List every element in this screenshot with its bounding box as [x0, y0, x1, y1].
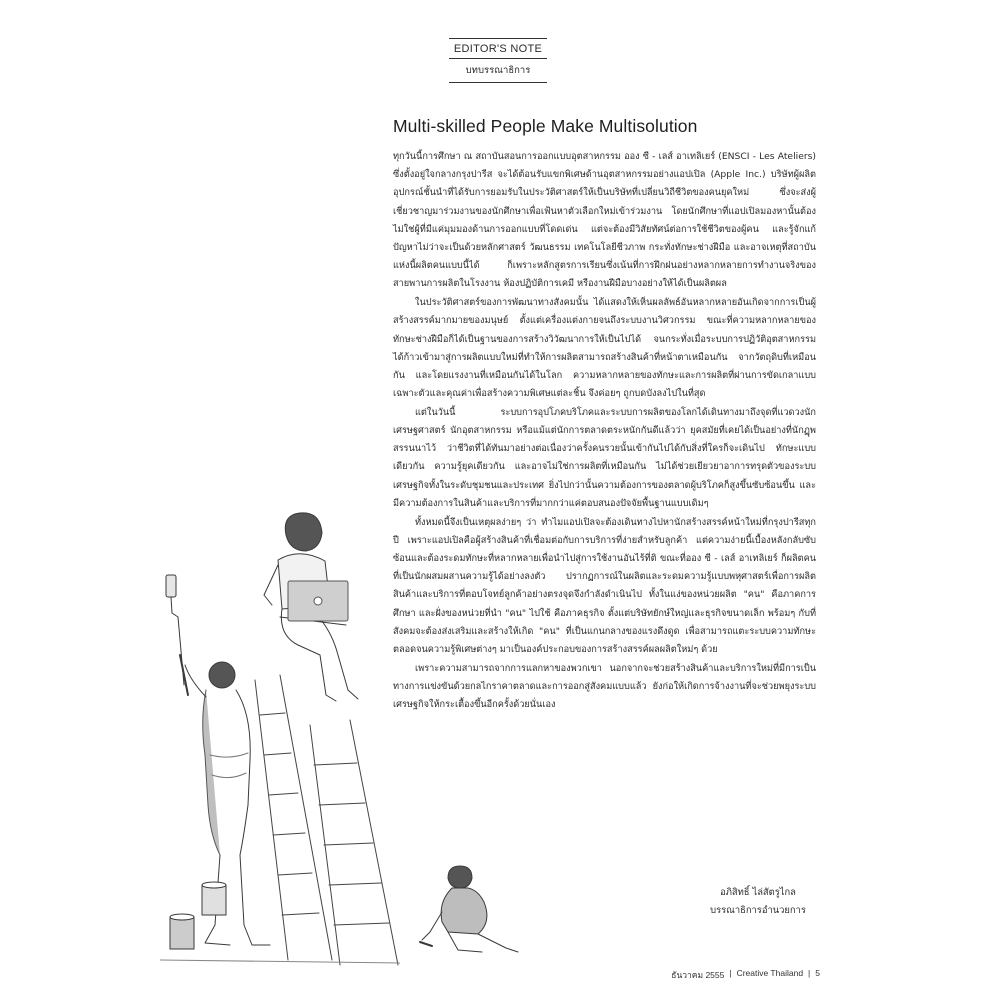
signature-block: [700, 884, 816, 920]
ladder-right: [310, 720, 398, 965]
ladder-left: [255, 675, 332, 960]
paint-roller: [166, 575, 188, 695]
page-number: 5: [815, 968, 820, 978]
section-label-th: บทบรรณาธิการ: [465, 65, 531, 76]
paragraph-3: แต่ในวันนี้ ระบบการอุปโภคบริโภคและระบบการผลิตของโลกได้เดินทางมาถึงจุดที่แวดวงนักเศรษฐศาสตร์ นักอุตสาหกรรม หรือแม้แต่นักการตลาดตระหนักกันดีแล้วว่า ยุคสมัยที่เคยได้เป็นอย่างที่นักฏุพสรรนนาไว้ ว่าชีวิตที่ได้ทันมาอย่างต่อเนื่องว่าครั้งคนรวยนั้นเข้ากันไปได้กับสิ่งที่ใครก็จะเดินไป ทักษะแบบเดียวกัน ความรู้ยุคเดียวกัน และอาจไม่ใช่การผลิตที่เหมือนกัน ไม่ได้ช่วยเยียวยาอาการทรุดตัวของระบบเศรษฐกิจทั้งในระดับชุมชนและประเทศ ยิ่งไปกว่านั้นความต้องการของตลาดผู้บริโภคก็สูงขึ้นซับซ้อนขึ้น และมีความต้องการในสินค้าและบริการที่มากกว่าแค่ตอบสนองปัจจัยพื้นฐานแบบเดิมๆ: [393, 406, 816, 509]
painter-figure: [185, 662, 270, 945]
footer-separator-2: |: [808, 968, 811, 978]
article-body: [393, 148, 816, 715]
paint-cans: [170, 882, 226, 949]
signature-role: บรรณาธิการอำนวยการ: [710, 905, 806, 916]
section-masthead: [449, 38, 547, 83]
paragraph-2: ในประวัติศาสตร์ของการพัฒนาทางสังคมนั้น ได้แสดงให้เห็นผลลัพธ์อันหลากหลายอันเกิดจากการเป็นผู้สร้างสรรค์มากมายของมนุษย์ ตั้งแต่เครื่องแต่งกายจนถึงระบบงานวิศวกรรม ขณะที่ความหลากหลายของทักษะช่างฝีมือก็ได้เป็นฐานของการสร้างวิวัฒนาการให้เป็นไปได้ จนกระทั่งเมื่อระบบการปฏิวัติอุตสาหกรรมได้ก้าวเข้ามาสู่การผลิตแบบใหม่ที่ทำให้การผลิตสามารถสร้างสินค้าที่หน้าตาเหมือนกัน จากวัตถุดิบที่เหมือนกัน และโดยแรงงานที่เหมือนกันได้ในโลก ความหลากหลายของทักษะและการผลิตที่ผ่านการขัดเกลาแบบเฉพาะตัวและคุณค่าเพื่อสร้างความพิเศษแต่ละชิ้น จึงค่อยๆ ถูกบดบังลงไปในที่สุด: [393, 297, 816, 400]
paragraph-4: ทั้งหมดนี้จึงเป็นเหตุผลง่ายๆ ว่า ทำไมแอปเปิลจะต้องเดินทางไปหานักสร้างสรรค์หน้าใหม่ที่กรุงปารีสทุกปี เพราะแอปเปิลคือผู้สร้างสินค้าที่เชื่อมต่อกับการบริการที่ง่ายสำหรับลูกค้า แต่ความง่ายนี้เบื้องหลังกลับซับซ้อนและต้องระดมทักษะที่หลากหลายเพื่อนำไปสู่การใช้งานอันไร้ที่ติ ขณะที่ออง ซี - เลส์ อาเทลิเยร์ ก็ผลิตคนที่เป็นนักผสมผสานความรู้ได้อย่างลงตัว ปรากฏการณ์ในผลิตและระดมความรู้แบบพหุศาสตร์เพื่อการผลิตสินค้าและบริการที่ตอบโจทย์ลูกค้าอย่างตรงจุดจึงกำลังดำเนินไป ทั้งในแง่ของหน่วยผลิต "คน" คือภาคการศึกษา และฝั่งของหน่วยที่นำ "คน" ไปใช้ คือภาคธุรกิจ ตั้งแต่บริษัทยักษ์ใหญ่และธุรกิจขนาดเล็ก พร้อมๆ กับที่สังคมจะต้องส่งเสริมและสร้างให้เกิด "คน" ที่เป็นแกนกลางของแรงดึงดูด เพื่อสามารถแตะระบบความทักษะตลอดจนความรู้พิเศษต่างๆ มาเป็นองค์ประกอบของการสร้างสรรค์ผลผลิตใหม่ๆ ด้วย: [393, 516, 816, 655]
footer-date: ธันวาคม 2555: [671, 970, 725, 980]
paragraph-5: เพราะความสามารถจากการแลกหาของพวกเขา นอกจากจะช่วยสร้างสินค้าและบริการใหม่ที่มีการเป็นทางการแข่งขันด้วยกลไกราคาตลาดและการออกสู่สังคมแบบแล้ว ยังก่อให้เกิดการจ้างงานที่จะช่วยพยุงระบบเศรษฐกิจให้กระเตื้องขึ้นอีกครั้งด้วยนั่นเอง: [393, 662, 816, 711]
crouching-worker-illustration: [418, 862, 548, 960]
footer-magazine: Creative Thailand: [736, 968, 804, 978]
page-footer: [671, 968, 820, 982]
section-label-en: EDITOR'S NOTE: [449, 39, 547, 59]
article-title: Multi-skilled People Make Multisolution: [393, 116, 698, 136]
signature-name: อภิสิทธิ์ ไล่สัตรูไกล: [720, 887, 796, 898]
footer-separator: |: [729, 968, 732, 978]
paragraph-1: ทุกวันนี้การศึกษา ณ สถาบันสอนการออกแบบอุตสาหกรรม ออง ซี - เลส์ อาเทลิเยร์ (ENSCI - Les Ateliers) ซึ่งตั้งอยู่ใจกลางกรุงปารีส จะได้ต้อนรับแขกพิเศษด้านอุตสาหกรรมอย่างแอปเปิล (Apple Inc.) บริษัทผู้ผลิตอุปกรณ์ชั้นนำที่ได้รับการยอมรับในประวัติศาสตร์ให้เป็นบริษัทที่เปลี่ยนวิถีชีวิตของคนยุคใหม่ ซึ่งจะส่งผู้เชี่ยวชาญมาร่วมงานของนักศึกษาเพื่อเฟ้นหาตัวเลือกใหม่เข้าร่วมงาน โดยนักศึกษาที่แอปเปิลมองหานั้นต้องไม่ใช่ผู้ที่มีแค่มุมมองด้านการออกแบบที่โดดเด่น แต่จะต้องมีวิสัยทัศน์ต่อการใช้ชีวิตของผู้คน และรู้จักแก้ปัญหาไม่ว่าจะเป็นด้วยหลักศาสตร์ วัฒนธรรม เทคโนโลยีชีวภาพ กระทั่งทักษะช่างฝีมือ และอาจเหตุที่สถาบันแห่งนี้ผลิตคนแบบนี้ได้ ก็เพราะหลักสูตรการเรียนซึ่งเน้นที่การฝึกฝนอย่างหลากหลายการทำงานจริงของสายพานการผลิตในโรงงาน ห้องปฏิบัติการเคมี หรืองานฝีมือบางอย่างให้ได้เป็นผลิตผล: [393, 151, 816, 290]
ladder-people-illustration: [160, 505, 400, 970]
laptop-icon: [288, 581, 348, 621]
